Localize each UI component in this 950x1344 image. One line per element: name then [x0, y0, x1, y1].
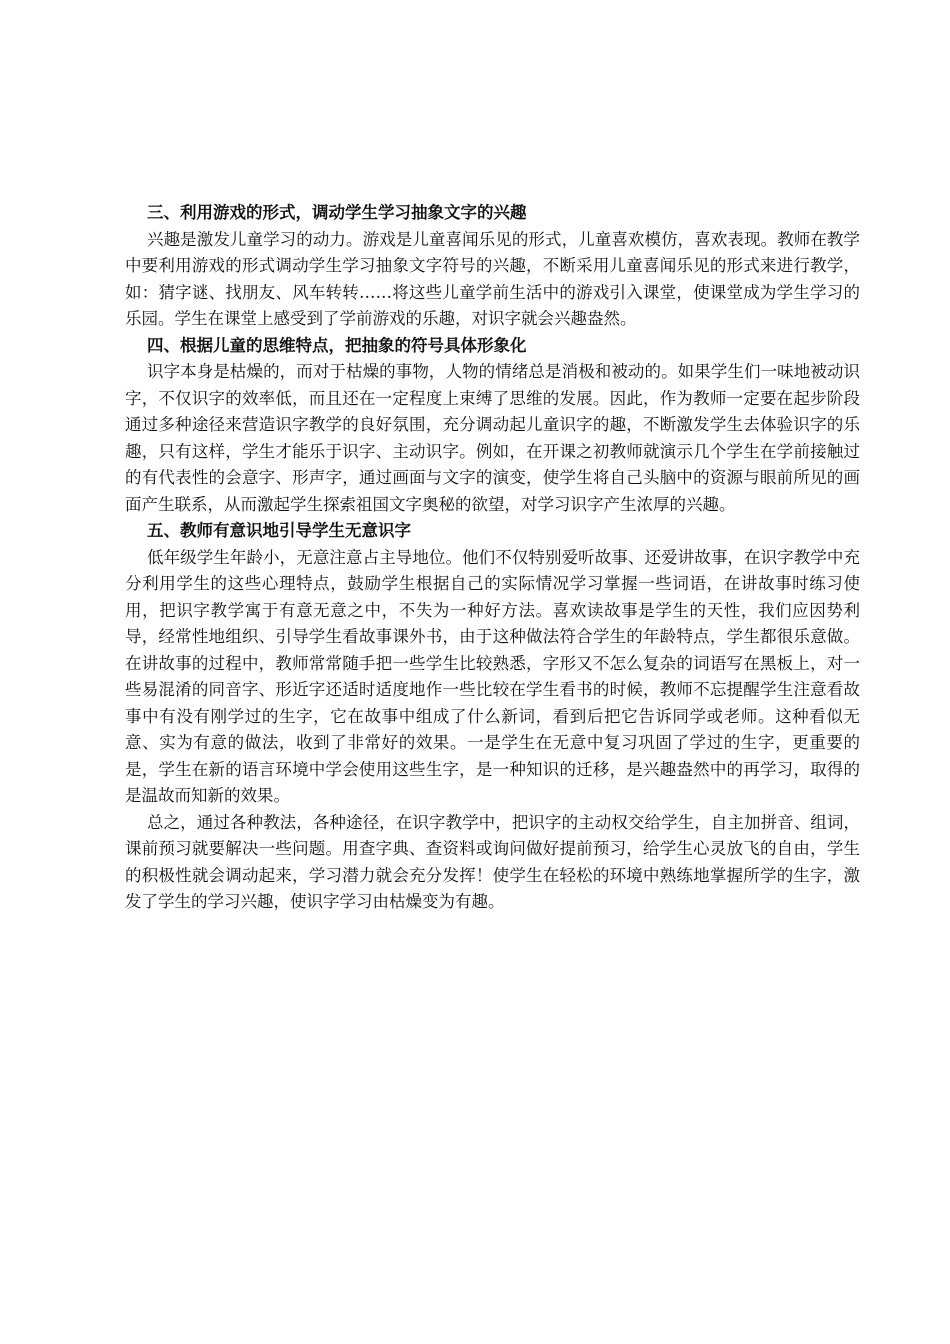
document-body: [125, 200, 860, 916]
conclusion-paragraph: 总之，通过各种教法，各种途径，在识字教学中，把识字的主动权交给学生，自主加拼音、组词，课前预习就要解决一些问题。用查字典、查资料或询问做好提前预习，给学生心灵放飞的自由，学生的积极性就会调动起来，学习潜力就会充分发挥！使学生在轻松的环境中熟练地掌握所学的生字，激发了学生的学习兴趣，使识字学习由枯燥变为有趣。: [125, 812, 860, 911]
section-paragraph-4: 识字本身是枯燥的，而对于枯燥的事物，人物的情绪总是消极和被动的。如果学生们一味地被动识字，不仅识字的效率低，而且还在一定程度上束缚了思维的发展。因此，作为教师一定要在起步阶段通过多种途径来营造识字教学的良好氛围，充分调动起儿童识字的趣，不断激发学生去体验识字的乐趣，只有这样，学生才能乐于识字、主动识字。例如，在开课之初教师就演示几个学生在学前接触过的有代表性的会意字、形声字，通过画面与文字的演变，使学生将自己头脑中的资源与眼前所见的画面产生联系，从而激起学生探索祖国文字奥秘的欲望，对学习识字产生浓厚的兴趣。: [125, 362, 860, 514]
section-heading-3: 三、利用游戏的形式，调动学生学习抽象文字的兴趣: [147, 203, 527, 222]
section-paragraph-5: 低年级学生年龄小，无意注意占主导地位。他们不仅特别爱听故事、还爱讲故事，在识字教学中充分利用学生的这些心理特点，鼓励学生根据自己的实际情况学习掌握一些词语，在讲故事时练习使用，把识字教学寓于有意无意之中，不失为一种好方法。喜欢读故事是学生的天性，我们应因势利导，经常性地组织、引导学生看故事课外书，由于这种做法符合学生的年龄特点，学生都很乐意做。在讲故事的过程中，教师常常随手把一些学生比较熟悉，字形又不怎么复杂的词语写在黑板上，对一些易混淆的同音字、形近字还适时适度地作一些比较在学生看书的时候，教师不忘提醒学生注意看故事中有没有刚学过的生字，它在故事中组成了什么新词，看到后把它告诉同学或老师。这种看似无意、实为有意的做法，收到了非常好的效果。一是学生在无意中复习巩固了学过的生字，更重要的是，学生在新的语言环境中学会使用这些生字，是一种知识的迁移，是兴趣盎然中的再学习，取得的是温故而知新的效果。: [125, 547, 860, 805]
section-heading-5: 五、教师有意识地引导学生无意识字: [147, 521, 411, 540]
section-heading-4: 四、根据儿童的思维特点，把抽象的符号具体形象化: [147, 335, 527, 355]
section-paragraph-3: 兴趣是激发儿童学习的动力。游戏是儿童喜闻乐见的形式，儿童喜欢模仿，喜欢表现。教师在教学中要利用游戏的形式调动学生学习抽象文字符号的兴趣，不断采用儿童喜闻乐见的形式来进行教学，如：猜字谜、找朋友、风车转转……将这些儿童学前生活中的游戏引入课堂，使课堂成为学生学习的乐园。学生在课堂上感受到了学前游戏的乐趣，对识字就会兴趣盎然。: [125, 229, 860, 328]
